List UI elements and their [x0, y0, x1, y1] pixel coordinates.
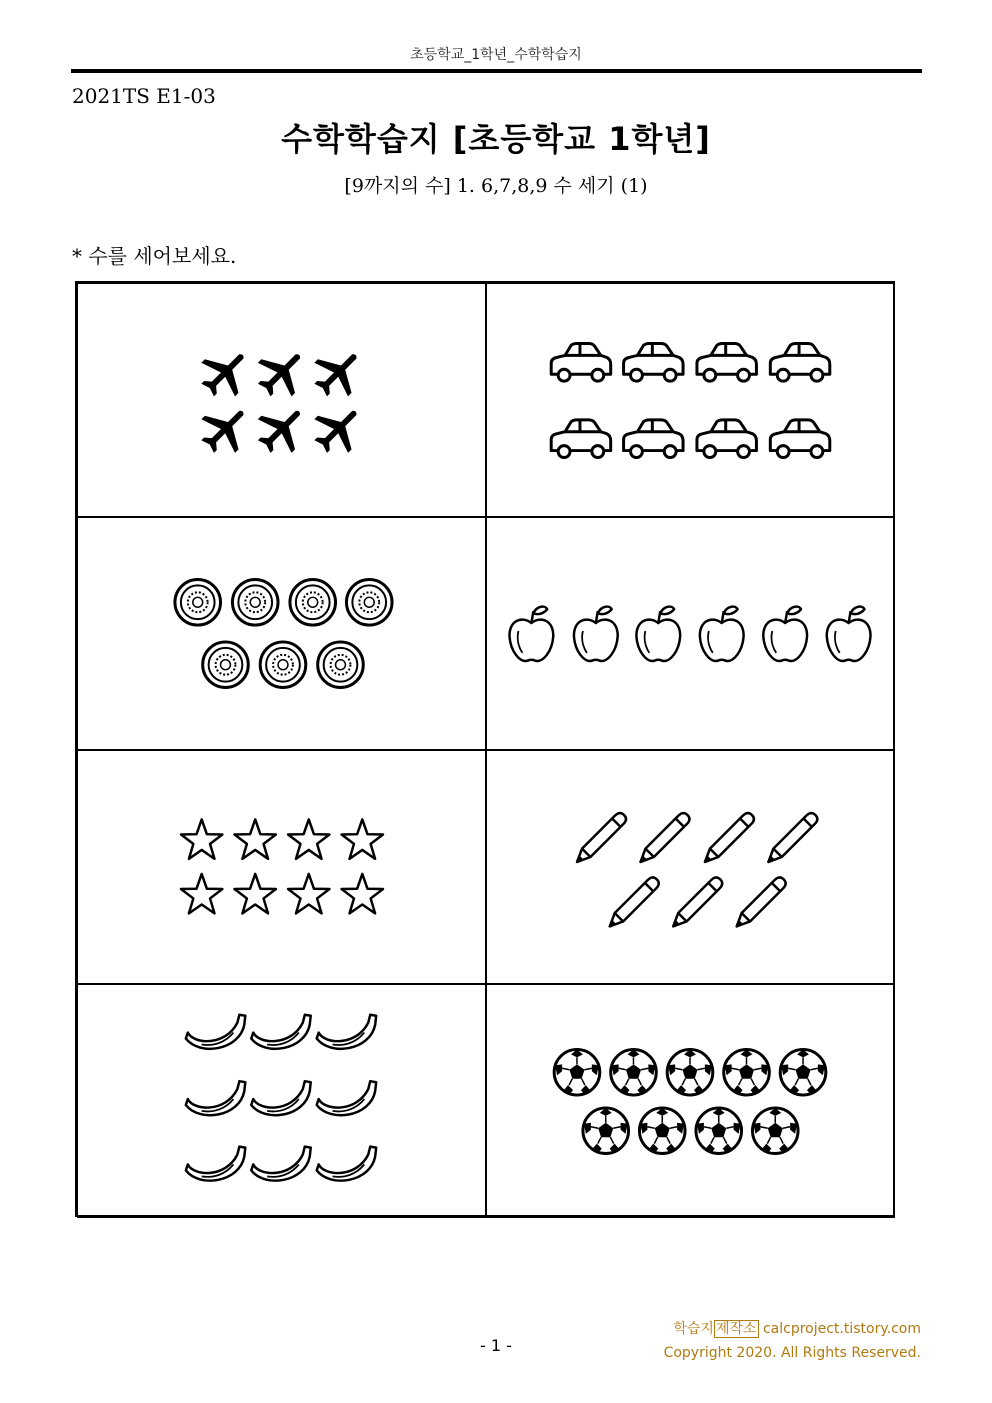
star-icon — [342, 874, 383, 913]
star-icon — [288, 874, 329, 913]
banana-group — [78, 985, 485, 1217]
kiwi-icon — [318, 642, 364, 688]
soccer-ball-icon — [554, 1049, 600, 1095]
car-icon — [624, 420, 683, 458]
airplane-icon — [304, 395, 373, 464]
soccer-ball-icon — [667, 1049, 713, 1095]
apple-icon — [827, 607, 871, 661]
airplane-group — [78, 284, 485, 516]
soccer-ball-icon — [724, 1049, 770, 1095]
footer-credit — [664, 1317, 921, 1365]
car-icon — [770, 343, 829, 381]
cell-soccer-balls — [486, 984, 895, 1218]
apple-icon — [574, 607, 618, 661]
credit-maker: 제작소 — [715, 1321, 757, 1337]
banana-icon — [317, 1081, 376, 1115]
soccer-ball-icon — [780, 1049, 826, 1095]
page-number: - 1 - — [480, 1336, 512, 1355]
header-rule — [71, 69, 922, 73]
copyright-line: Copyright 2020. All Rights Reserved. — [663, 1345, 921, 1361]
car-icon — [551, 343, 610, 381]
pencil-icon — [701, 811, 756, 866]
airplane-icon — [247, 338, 316, 407]
pencil-group — [487, 751, 894, 983]
kiwi-icon — [260, 642, 306, 688]
banana-icon — [251, 1081, 310, 1115]
soccer-ball-group — [487, 985, 894, 1217]
pencil-icon — [764, 811, 819, 866]
kiwi-icon — [175, 579, 221, 625]
car-icon — [697, 420, 756, 458]
page-subtitle: [9까지의 수] 1. 6,7,8,9 수 세기 (1) — [344, 175, 648, 197]
pencil-icon — [733, 875, 788, 930]
document-code: 2021TS E1-03 — [72, 84, 216, 108]
cell-kiwis — [77, 517, 486, 750]
car-group — [487, 284, 894, 516]
credit-site: calcproject.tistory.com — [758, 1321, 921, 1337]
pencil-icon — [573, 811, 628, 866]
kiwi-icon — [232, 579, 278, 625]
apple-icon — [510, 607, 554, 661]
cell-pencils — [486, 750, 895, 984]
airplane-icon — [191, 338, 260, 407]
kiwi-icon — [203, 642, 249, 688]
page-title: 수학학습지 [초등학교 1학년] — [281, 120, 711, 158]
kiwi-group — [78, 518, 485, 749]
star-icon — [288, 819, 329, 858]
star-icon — [235, 819, 276, 858]
cell-stars — [77, 750, 486, 984]
cell-apples — [486, 517, 895, 750]
credit-line — [664, 1317, 921, 1341]
car-icon — [770, 420, 829, 458]
soccer-ball-icon — [639, 1108, 685, 1154]
airplane-icon — [191, 395, 260, 464]
kiwi-icon — [290, 579, 336, 625]
apple-group — [487, 518, 894, 749]
soccer-ball-icon — [611, 1049, 657, 1095]
car-icon — [697, 343, 756, 381]
car-icon — [624, 343, 683, 381]
soccer-ball-icon — [752, 1108, 798, 1154]
credit-prefix: 학습지 — [673, 1321, 714, 1337]
cell-bananas — [77, 984, 486, 1218]
soccer-ball-icon — [583, 1108, 629, 1154]
header-label: 초등학교_1학년_수학학습지 — [410, 47, 582, 63]
car-icon — [551, 420, 610, 458]
banana-icon — [186, 1081, 245, 1115]
banana-icon — [251, 1015, 310, 1049]
apple-icon — [700, 607, 744, 661]
banana-icon — [317, 1015, 376, 1049]
airplane-icon — [247, 395, 316, 464]
kiwi-icon — [346, 579, 392, 625]
banana-icon — [251, 1147, 310, 1181]
star-group — [78, 751, 485, 983]
star-icon — [181, 819, 222, 858]
pencil-icon — [636, 811, 691, 866]
counting-grid — [75, 281, 895, 1217]
banana-icon — [186, 1147, 245, 1181]
soccer-ball-icon — [696, 1108, 742, 1154]
cell-cars — [486, 283, 895, 517]
banana-icon — [317, 1147, 376, 1181]
airplane-icon — [304, 338, 373, 407]
apple-icon — [636, 607, 680, 661]
instruction-text: * 수를 세어보세요. — [72, 244, 237, 268]
cell-airplanes — [77, 283, 486, 517]
star-icon — [235, 874, 276, 913]
pencil-icon — [606, 875, 661, 930]
apple-icon — [763, 607, 807, 661]
pencil-icon — [669, 875, 724, 930]
star-icon — [342, 819, 383, 858]
banana-icon — [186, 1015, 245, 1049]
star-icon — [181, 874, 222, 913]
